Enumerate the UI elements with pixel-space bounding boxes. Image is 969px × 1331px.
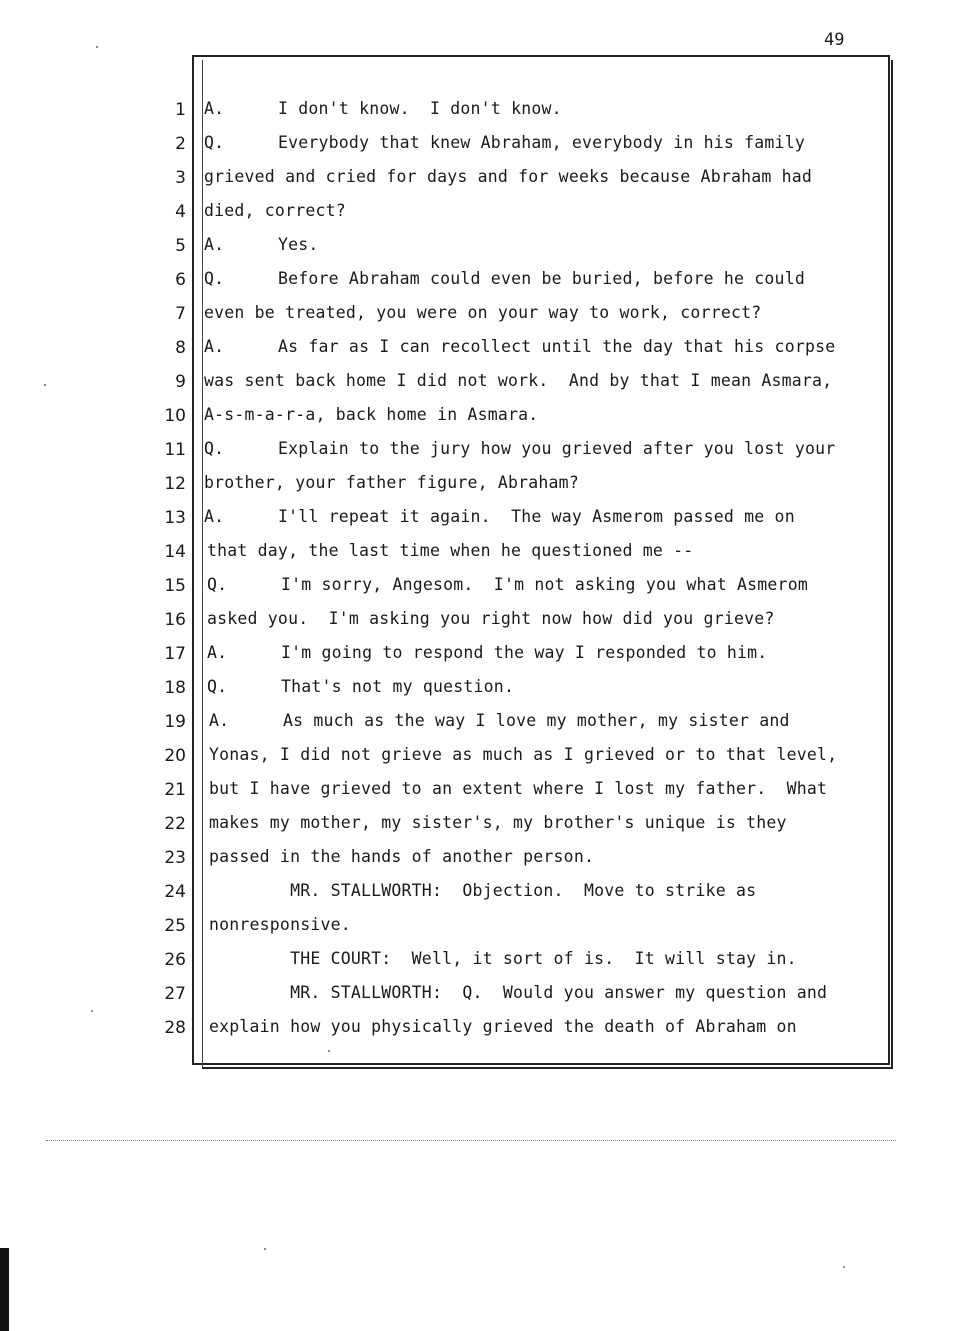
line-number: 21	[164, 780, 186, 800]
transcript-line	[207, 677, 514, 696]
line-number: 6	[175, 270, 186, 290]
scan-speck	[96, 46, 98, 48]
transcript-line	[204, 269, 805, 288]
line-number: 19	[164, 712, 186, 732]
transcript-line	[204, 133, 805, 152]
line-number: 12	[164, 474, 186, 494]
line-text: asked you. I'm asking you right now how did you grieve?	[207, 609, 775, 628]
line-text: I don't know. I don't know.	[278, 99, 562, 118]
line-number: 18	[164, 678, 186, 698]
line-text: As much as the way I love my mother, my sister and	[283, 711, 790, 730]
line-text: died, correct?	[204, 201, 346, 220]
line-number: 9	[175, 372, 186, 392]
scan-edge-mark	[0, 1248, 9, 1331]
transcript-line	[204, 99, 562, 118]
scan-speck	[264, 1248, 266, 1250]
transcript-line	[204, 439, 835, 458]
line-number: 13	[164, 508, 186, 528]
speaker-label: A.	[209, 711, 230, 730]
speaker-label: Q.	[207, 575, 228, 594]
line-text: That's not my question.	[281, 677, 515, 696]
line-text: Before Abraham could even be buried, before he could	[278, 269, 805, 288]
speaker-label: A.	[204, 235, 225, 254]
speaker-label: Q.	[204, 133, 225, 152]
line-number: 8	[175, 338, 186, 358]
line-number: 20	[164, 746, 186, 766]
line-text: Yonas, I did not grieve as much as I grieved or to that level,	[209, 745, 838, 764]
line-text: explain how you physically grieved the death of Abraham on	[209, 1017, 797, 1036]
speaker-label: A.	[204, 507, 225, 526]
frame-right-rule	[891, 60, 893, 1069]
line-number: 4	[175, 202, 186, 222]
scan-speck	[91, 1010, 93, 1012]
line-text: nonresponsive.	[209, 915, 351, 934]
line-number: 7	[175, 304, 186, 324]
transcript-line	[207, 575, 808, 594]
transcript-line	[204, 167, 812, 186]
scan-artifact-line	[46, 1140, 896, 1142]
speaker-label: Q.	[204, 269, 225, 288]
line-number: 2	[175, 134, 186, 154]
transcript-line	[209, 949, 797, 968]
line-text: I'll repeat it again. The way Asmerom passed me on	[278, 507, 795, 526]
line-number: 5	[175, 236, 186, 256]
speaker-label: A.	[204, 99, 225, 118]
transcript-line	[204, 405, 538, 424]
line-number: 22	[164, 814, 186, 834]
speaker-label: A.	[204, 337, 225, 356]
transcript-line	[204, 507, 795, 526]
line-text: even be treated, you were on your way to work, correct?	[204, 303, 762, 322]
line-number: 17	[164, 644, 186, 664]
transcript-line	[209, 779, 827, 798]
line-text: makes my mother, my sister's, my brother's unique is they	[209, 813, 787, 832]
transcript-line	[204, 201, 346, 220]
line-text: THE COURT: Well, it sort of is. It will stay in.	[209, 949, 797, 968]
line-text: that day, the last time when he questioned me --	[207, 541, 694, 560]
scan-speck	[44, 384, 46, 386]
line-text: I'm sorry, Angesom. I'm not asking you what Asmerom	[281, 575, 808, 594]
line-number: 26	[164, 950, 186, 970]
line-number: 14	[164, 542, 186, 562]
line-text: grieved and cried for days and for weeks because Abraham had	[204, 167, 813, 186]
line-number: 11	[164, 440, 186, 460]
frame-bottom-rule	[202, 1067, 893, 1069]
line-number: 16	[164, 610, 186, 630]
margin-rule	[202, 60, 203, 1068]
speaker-label: Q.	[207, 677, 228, 696]
transcript-line	[209, 847, 594, 866]
line-text: brother, your father figure, Abraham?	[204, 473, 579, 492]
transcript-line	[207, 541, 693, 560]
transcript-line	[209, 915, 351, 934]
line-text: MR. STALLWORTH: Q. Would you answer my question and	[209, 983, 828, 1002]
line-number: 27	[164, 984, 186, 1004]
transcript-line	[204, 473, 579, 492]
transcript-line	[204, 337, 835, 356]
page-number: 49	[824, 30, 845, 50]
speaker-label: Q.	[204, 439, 225, 458]
transcript-line	[209, 813, 787, 832]
line-number: 1	[175, 100, 186, 120]
speaker-label: A.	[207, 643, 228, 662]
transcript-line	[209, 881, 756, 900]
line-text: passed in the hands of another person.	[209, 847, 595, 866]
transcript-line	[209, 745, 837, 764]
line-number: 28	[164, 1018, 186, 1038]
line-number: 3	[175, 168, 186, 188]
transcript-line	[209, 1017, 797, 1036]
line-text: was sent back home I did not work. And by that I mean Asmara,	[204, 371, 833, 390]
line-text: MR. STALLWORTH: Objection. Move to strike as	[209, 881, 757, 900]
line-text: but I have grieved to an extent where I lost my father. What	[209, 779, 828, 798]
transcript-line	[207, 643, 767, 662]
transcript-line	[209, 711, 790, 730]
line-number: 10	[164, 406, 186, 426]
transcript-line	[209, 983, 827, 1002]
line-number: 15	[164, 576, 186, 596]
line-text: A-s-m-a-r-a, back home in Asmara.	[204, 405, 539, 424]
line-text: As far as I can recollect until the day that his corpse	[278, 337, 836, 356]
transcript-line	[204, 235, 319, 254]
line-text: Yes.	[278, 235, 319, 254]
line-number: 23	[164, 848, 186, 868]
scan-speck	[328, 1050, 330, 1052]
line-text: Everybody that knew Abraham, everybody in his family	[278, 133, 805, 152]
transcript-line	[207, 609, 775, 628]
scan-speck	[843, 1266, 845, 1268]
line-text: I'm going to respond the way I responded to him.	[281, 643, 768, 662]
line-number: 25	[164, 916, 186, 936]
line-number: 24	[164, 882, 186, 902]
line-text: Explain to the jury how you grieved after you lost your	[278, 439, 836, 458]
transcript-line	[204, 303, 761, 322]
transcript-line	[204, 371, 832, 390]
